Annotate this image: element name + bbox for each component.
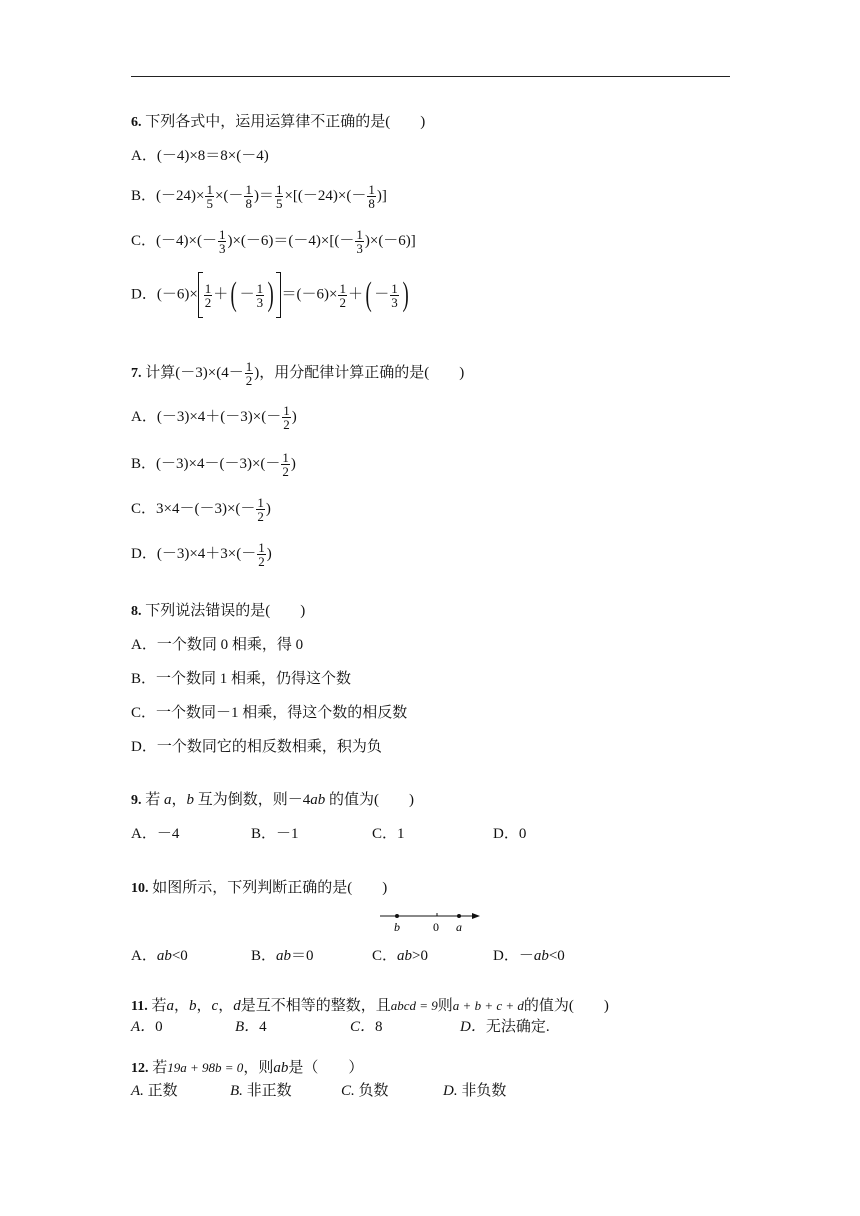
fraction	[338, 282, 347, 309]
expr-part: <0	[548, 948, 565, 964]
expr-part: 的值为( )	[523, 998, 609, 1014]
option-text: (－4)×8＝8×(－4)	[156, 148, 269, 164]
denominator: 2	[258, 554, 265, 569]
expr-part: )×(－6)]	[364, 232, 416, 249]
fraction	[355, 228, 364, 255]
numerator: 1	[283, 403, 290, 418]
expr-part: 若	[152, 1060, 168, 1076]
expr-part: (－6)×	[156, 286, 198, 303]
option-text: 非正数	[246, 1083, 292, 1099]
q11-option-b[interactable]	[235, 1017, 267, 1037]
numerator: 1	[391, 280, 398, 296]
expr-part: (－3)×4－(－3)×(－	[156, 455, 281, 472]
option-text: 正数	[147, 1083, 178, 1099]
option-label: C．	[372, 948, 398, 964]
expr-part: )×(－6)＝(－4)×[(－	[227, 232, 355, 249]
numerator: 1	[258, 540, 265, 555]
fraction	[281, 451, 290, 478]
var-c: c	[211, 998, 219, 1014]
var-ab: ab	[310, 792, 326, 808]
q6-number: 6.	[131, 115, 142, 130]
expr-part: 的值为( )	[325, 792, 415, 808]
option-label: B.	[230, 1083, 243, 1099]
numerator: 1	[245, 182, 252, 197]
denominator: 2	[204, 294, 212, 310]
q7-option-b[interactable]	[131, 451, 296, 478]
option-label: B．	[251, 948, 277, 964]
option-label: D．	[131, 286, 157, 303]
expr-part: －	[239, 286, 255, 303]
q12-option-d[interactable]	[443, 1081, 506, 1101]
q10-option-d[interactable]	[493, 946, 565, 966]
numerator: 1	[206, 182, 213, 197]
denominator: 2	[283, 417, 290, 432]
var-ab: ab	[276, 948, 292, 964]
option-label: C．	[131, 232, 157, 249]
option-text: 无法确定.	[485, 1019, 550, 1035]
expr-part: )	[266, 545, 272, 562]
option-label: C.	[341, 1083, 355, 1099]
expr-part: <0	[171, 948, 188, 964]
point-b-dot	[395, 914, 399, 918]
expr-part: －	[374, 286, 390, 303]
q12-option-c[interactable]	[341, 1081, 389, 1101]
q7-stem	[131, 360, 464, 387]
fraction	[256, 496, 265, 523]
expr-part: (－3)×4＋3×(－	[156, 545, 257, 562]
denominator: 2	[339, 294, 346, 310]
denominator: 3	[218, 241, 226, 256]
expr-part: (－24)×	[156, 187, 205, 204]
fraction	[244, 183, 253, 210]
expr-part: (－3)×4＋(－3)×(－	[156, 408, 282, 425]
option-text: 非负数	[461, 1083, 507, 1099]
q9-stem	[131, 790, 414, 811]
var-ab: ab	[533, 948, 549, 964]
option-label: C．	[350, 1019, 376, 1035]
var-ab: ab	[156, 948, 172, 964]
denominator: 3	[256, 294, 264, 310]
expr-part: ，	[171, 792, 187, 808]
label-b: b	[394, 920, 400, 934]
denominator: 3	[391, 294, 398, 310]
expr-part: 是（ ）	[288, 1060, 364, 1076]
q12-option-a[interactable]	[131, 1081, 178, 1101]
option-label: A．	[131, 408, 157, 425]
left-paren: (	[365, 276, 372, 313]
q10-number: 10.	[131, 881, 149, 896]
header-rule	[131, 76, 730, 77]
q8-stem-text: 下列说法错误的是( )	[145, 603, 306, 619]
q8-option-b[interactable]: B．一个数同 1 相乘，仍得这个数	[131, 671, 352, 687]
q12-stem	[131, 1058, 363, 1079]
numerator: 1	[218, 227, 226, 242]
var-b: b	[186, 792, 195, 808]
q11-number: 11.	[131, 999, 148, 1014]
q9-option-d[interactable]: D．0	[493, 826, 527, 842]
denominator: 3	[356, 241, 363, 256]
q6-option-a[interactable]	[131, 146, 269, 166]
numerator: 1	[339, 280, 346, 296]
fraction	[204, 282, 213, 309]
var-ab: ab	[397, 948, 413, 964]
expr-part: )	[265, 500, 271, 517]
numerator: 1	[204, 280, 212, 296]
fraction	[245, 360, 254, 387]
q8-option-d[interactable]: D．一个数同它的相反数相乘，积为负	[131, 739, 382, 755]
denominator: 2	[257, 509, 264, 524]
expr-part: )	[291, 408, 297, 425]
equation: 19a + 98b = 0	[167, 1060, 244, 1075]
q8-stem	[131, 601, 305, 622]
expr-part: ＋	[347, 286, 363, 303]
right-paren: )	[267, 276, 274, 313]
fraction	[275, 183, 284, 210]
option-label: A．	[131, 948, 157, 964]
option-label: A．	[131, 148, 157, 164]
fraction	[282, 404, 291, 431]
q8-option-c[interactable]: C．一个数同－1 相乘，得这个数的相反数	[131, 705, 408, 721]
fraction	[367, 183, 376, 210]
expr-part: ＋	[213, 286, 229, 303]
expr-part: ，则	[243, 1060, 274, 1076]
option-label: D．	[460, 1019, 486, 1035]
expr-part: 3×4－(－3)×(－	[156, 500, 256, 517]
q7-option-a[interactable]	[131, 404, 297, 431]
q6-stem-text: 下列各式中，运用运算律不正确的是( )	[145, 114, 426, 130]
q7-number: 7.	[131, 365, 142, 381]
option-text: 8	[375, 1019, 383, 1035]
option-text: 负数	[358, 1083, 389, 1099]
var-a: a	[166, 998, 174, 1014]
option-label: B．	[131, 455, 157, 472]
numerator: 1	[257, 495, 264, 510]
var-ab: ab	[273, 1060, 289, 1076]
q12-option-b[interactable]	[230, 1081, 292, 1101]
expr-part: ＝0	[291, 948, 314, 964]
q8-number: 8.	[131, 604, 142, 619]
q9-option-b[interactable]: B．－1	[251, 826, 299, 842]
denominator: 8	[368, 196, 375, 211]
q9-number: 9.	[131, 793, 142, 808]
q10-option-b[interactable]	[251, 946, 314, 966]
q7-option-c[interactable]	[131, 496, 271, 523]
q11-stem: 11. 若a，b，c，d是互不相等的整数，且abcd = 9则a + b + c + d的值为( )	[131, 998, 609, 1014]
q6-option-d[interactable]	[131, 272, 411, 318]
denominator: 5	[275, 196, 283, 211]
expr-part: )]	[376, 187, 387, 204]
expr-part: 是互不相等的整数，且	[240, 998, 391, 1014]
numerator: 1	[368, 182, 375, 197]
left-paren: (	[230, 276, 238, 313]
label-zero: 0	[433, 920, 439, 934]
q10-stem	[131, 878, 387, 899]
q11-option-c[interactable]	[350, 1017, 383, 1037]
expr-part: )，用分配律计算正确的是( )	[254, 364, 465, 381]
q10-option-a[interactable]	[131, 946, 188, 966]
q11-option-a[interactable]	[131, 1017, 163, 1037]
q9-option-a[interactable]: A．－4	[131, 826, 180, 842]
fraction	[390, 282, 399, 309]
expr-part: 则	[437, 998, 453, 1014]
fraction	[205, 183, 214, 210]
var-a: a	[164, 792, 172, 808]
option-label: D．－	[493, 948, 534, 964]
numerator: 1	[245, 359, 253, 374]
denominator: 5	[206, 196, 213, 211]
q10-stem-text: 如图所示，下列判断正确的是( )	[152, 880, 388, 896]
option-label: D．	[131, 545, 157, 562]
option-text: 0	[155, 1019, 163, 1035]
numerator: 1	[282, 450, 289, 465]
expr-part: 若	[145, 792, 165, 808]
q6-option-c[interactable]	[131, 228, 416, 255]
q12-number: 12.	[131, 1061, 149, 1076]
q10-option-c[interactable]	[372, 946, 428, 966]
denominator: 2	[282, 464, 289, 479]
var-d: d	[233, 998, 241, 1014]
numerator: 1	[256, 280, 264, 296]
expr-part: 互为倒数，则－4	[194, 792, 311, 808]
fraction	[256, 282, 265, 309]
expr-part: >0	[412, 948, 428, 964]
denominator: 8	[245, 196, 252, 211]
expr-part: 若	[151, 998, 167, 1014]
right-paren: )	[402, 276, 409, 313]
expr-part: ×[(－24)×(－	[284, 187, 367, 204]
q6-option-b[interactable]	[131, 183, 387, 210]
numerator: 1	[356, 227, 363, 242]
expr-part: )＝	[253, 187, 274, 204]
option-label: C．	[131, 500, 157, 517]
label-a: a	[456, 920, 462, 934]
option-text: 4	[259, 1019, 267, 1035]
fraction	[257, 541, 266, 568]
arrow-icon	[472, 913, 480, 919]
number-line-figure	[376, 906, 486, 936]
q7-option-d[interactable]	[131, 541, 272, 568]
equation: abcd = 9	[390, 998, 438, 1013]
option-label: A．	[131, 1019, 156, 1035]
option-label: D.	[443, 1083, 458, 1099]
expr-part: ＝(－6)×	[281, 286, 338, 303]
option-label: B．	[235, 1019, 260, 1035]
q6-stem	[131, 112, 425, 133]
option-label: B．	[131, 187, 157, 204]
var-b: b	[189, 998, 197, 1014]
expr-part: ×(－	[214, 187, 244, 204]
point-a-dot	[457, 914, 461, 918]
expr-part: )	[290, 455, 296, 472]
expr-part: (－4)×(－	[156, 232, 217, 249]
option-label: A.	[131, 1083, 144, 1099]
left-square-bracket	[198, 272, 203, 318]
fraction	[218, 228, 227, 255]
expression: a + b + c + d	[452, 998, 524, 1013]
q9-option-c[interactable]: C．1	[372, 826, 405, 842]
numerator: 1	[275, 182, 283, 197]
expr-part: 计算(－3)×(4－	[145, 364, 244, 381]
denominator: 2	[245, 373, 253, 388]
q11-option-d[interactable]	[460, 1017, 550, 1037]
q8-option-a[interactable]: A．一个数同 0 相乘，得 0	[131, 637, 304, 653]
